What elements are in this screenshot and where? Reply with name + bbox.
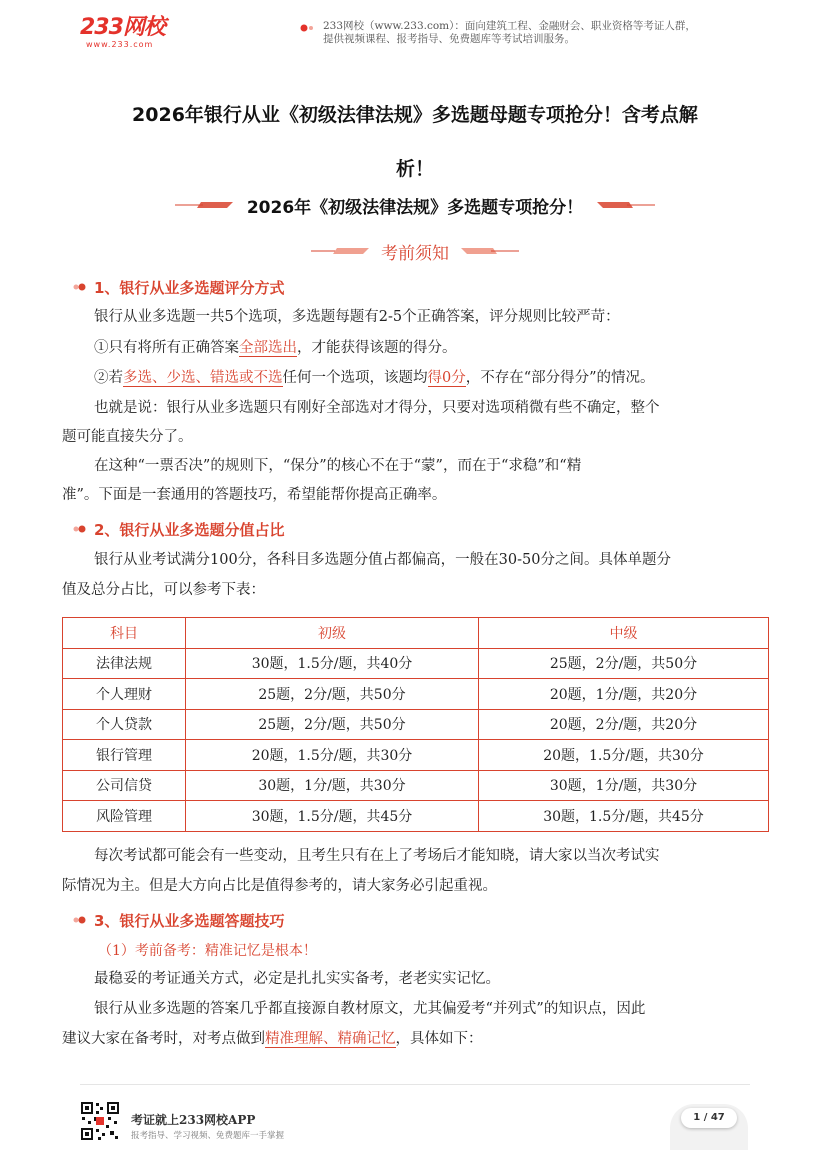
left-decoration-icon (175, 200, 233, 210)
text: ②若 (94, 370, 123, 386)
highlight: 多选、少选、错选或不选 (123, 370, 283, 386)
table-cell: 20题，2分/题，共20分 (479, 709, 769, 740)
subheading: （1）考前备考：精准记忆是根本！ (98, 943, 317, 959)
highlight: 精准理解、精确记忆 (265, 1031, 396, 1047)
table-header-row (63, 618, 769, 649)
paragraph: 际情况为主。但是大方向占比是值得参考的，请大家务必引起重视。 (62, 878, 497, 894)
paragraph (94, 368, 655, 388)
qr-code-icon[interactable] (80, 1101, 120, 1141)
header-desc-line1: 233网校（www.233.com）：面向建筑工程、金融财会、职业资格等考证人群， (323, 20, 696, 32)
table-cell: 20题，1.5分/题，共30分 (479, 740, 769, 771)
document-title (60, 88, 770, 196)
paragraph: 值及总分占比，可以参考下表： (62, 582, 265, 598)
footer-divider (80, 1084, 750, 1085)
header-junior: 初级 (186, 618, 479, 649)
logo (80, 16, 190, 50)
highlight: 全部选出 (239, 340, 297, 356)
left-decoration-icon (311, 246, 369, 256)
table-cell: 30题，1分/题，共30分 (479, 770, 769, 801)
text: ，才能获得该题的得分。 (297, 340, 457, 356)
section3-heading: 3、银行从业多选题答题技巧 (94, 911, 285, 930)
right-decoration-icon (461, 246, 519, 256)
notice-heading: 考前须知 (381, 243, 449, 264)
page-number: 1 / 47 (681, 1108, 737, 1128)
header-subject: 科目 (63, 618, 186, 649)
table-cell: 个人贷款 (63, 709, 186, 740)
table-row (63, 648, 769, 679)
title-line1: 2026年银行从业《初级法律法规》多选题母题专项抢分！含考点解 (132, 104, 698, 126)
header-intermediate: 中级 (479, 618, 769, 649)
header-dots-icon (300, 24, 314, 32)
table-row (63, 709, 769, 740)
table-row (63, 770, 769, 801)
paragraph: 也就是说：银行从业多选题只有刚好全部选对才得分，只要对选项稍微有些不确定，整个 (94, 400, 660, 416)
notice-row (60, 237, 770, 265)
table-cell: 法律法规 (63, 648, 186, 679)
logo-text: 233网校 (80, 15, 165, 40)
subtitle-row (60, 190, 770, 220)
table-cell: 20题，1分/题，共20分 (479, 679, 769, 710)
paragraph: 题可能直接失分了。 (62, 429, 193, 445)
table-cell: 25题，2分/题，共50分 (479, 648, 769, 679)
text: 任何一个选项，该题均 (282, 370, 428, 386)
table-row (63, 679, 769, 710)
table-cell: 个人理财 (63, 679, 186, 710)
paragraph: 每次考试都可能会有一些变动，且考生只有在上了考场后才能知晓，请大家以当次考试实 (94, 848, 660, 864)
title-line2: 析！ (395, 158, 434, 180)
table-cell: 30题，1.5分/题，共40分 (186, 648, 479, 679)
section-heading (72, 518, 284, 540)
bullet-icon (72, 282, 86, 292)
table-cell: 20题，1.5分/题，共30分 (186, 740, 479, 771)
paragraph: 准”。下面是一套通用的答题技巧，希望能帮你提高正确率。 (62, 487, 447, 503)
text: 建议大家在备考时，对考点做到 (62, 1031, 265, 1047)
header-desc-line2: 提供视频课程、报考指导、免费题库等考试培训服务。 (323, 33, 575, 45)
table-row (63, 740, 769, 771)
right-decoration-icon (597, 200, 655, 210)
logo-url: www.233.com (86, 40, 154, 49)
text: ①只有将所有正确答案 (94, 340, 239, 356)
section1-heading: 1、银行从业多选题评分方式 (94, 278, 285, 297)
table-cell: 25题，2分/题，共50分 (186, 679, 479, 710)
table-cell: 30题，1.5分/题，共45分 (186, 801, 479, 832)
section-heading (72, 276, 284, 298)
table-cell: 30题，1.5分/题，共45分 (479, 801, 769, 832)
text: ，不存在“部分得分”的情况。 (465, 370, 655, 386)
table-cell: 风险管理 (63, 801, 186, 832)
paragraph: 银行从业多选题的答案几乎都直接源自教材原文，尤其偏爱考“并列式”的知识点，因此 (94, 1001, 646, 1017)
score-table (62, 617, 769, 832)
table-cell: 30题，1分/题，共30分 (186, 770, 479, 801)
paragraph: 银行从业多选题一共5个选项，多选题每题有2-5个正确答案，评分规则比较严苛： (94, 309, 620, 325)
subtitle: 2026年《初级法律法规》多选题专项抢分！ (246, 197, 584, 218)
table-cell: 25题，2分/题，共50分 (186, 709, 479, 740)
paragraph (62, 1029, 483, 1049)
table-cell: 银行管理 (63, 740, 186, 771)
footer-title: 考证就上233网校APP (131, 1113, 256, 1127)
highlight: 得0分 (427, 370, 466, 386)
footer-subtitle: 报考指导、学习视频、免费题库一手掌握 (131, 1131, 285, 1141)
bullet-icon (72, 524, 86, 534)
paragraph: 最稳妥的考证通关方式，必定是扎扎实实备考，老老实实记忆。 (94, 971, 500, 987)
text: ，具体如下： (395, 1031, 483, 1047)
paragraph (94, 338, 457, 358)
table-cell: 公司信贷 (63, 770, 186, 801)
table-row (63, 801, 769, 832)
section2-heading: 2、银行从业多选题分值占比 (94, 520, 285, 539)
section-heading (72, 909, 284, 931)
header-description (323, 20, 763, 46)
paragraph: 在这种“一票否决”的规则下，“保分”的核心不在于“蒙”，而在于“求稳”和“精 (94, 458, 582, 474)
bullet-icon (72, 915, 86, 925)
paragraph: 银行从业考试满分100分，各科目多选题分值占都偏高，一般在30-50分之间。具体单题分 (94, 552, 671, 568)
